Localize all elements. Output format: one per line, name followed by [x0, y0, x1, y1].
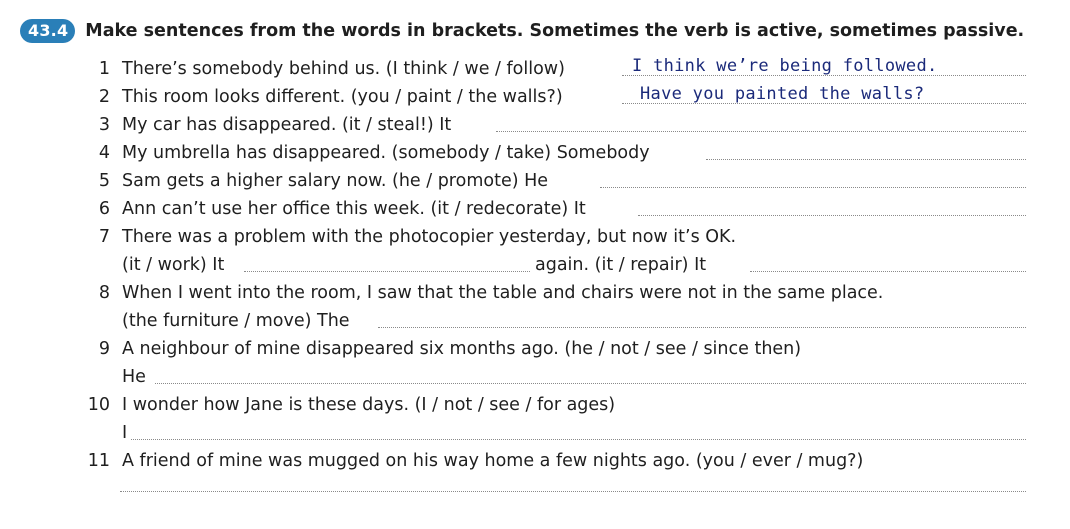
exercise-item-11 [0, 447, 1070, 475]
item-number: 3 [98, 115, 110, 135]
exercise-item-10 [0, 391, 1070, 419]
item-number: 11 [87, 451, 110, 471]
item-text: This room looks different. (you / paint / the walls?) [122, 87, 563, 107]
item-text-continued: (the furniture / move) The [122, 311, 350, 331]
item-text: Ann can’t use her office this week. (it / redecorate) It [122, 199, 586, 219]
exercise-item-10-continuation [0, 419, 1070, 447]
item-text: Sam gets a higher salary now. (he / promote) He [122, 171, 549, 191]
item-text: I wonder how Jane is these days. (I / not / see / for ages) [122, 395, 616, 415]
item-text: When I went into the room, I saw that the table and chairs were not in the same place. [122, 283, 884, 303]
item-text-continued: I [122, 423, 128, 443]
exercise-item-5 [0, 167, 1070, 195]
exercise-number-badge: 43.4 [20, 19, 75, 43]
exercise-item-4 [0, 139, 1070, 167]
item-text-continued: (it / work) It [122, 255, 225, 275]
item-text: A friend of mine was mugged on his way home a few nights ago. (you / ever / mug?) [122, 451, 864, 471]
item-text: There was a problem with the photocopier yesterday, but now it’s OK. [122, 227, 737, 247]
exercise-item-9-continuation [0, 363, 1070, 391]
item-number: 1 [98, 59, 110, 79]
answer-line[interactable] [244, 271, 530, 272]
answer-line[interactable] [496, 131, 1026, 132]
exercise-instruction: Make sentences from the words in brackets. Sometimes the verb is active, sometimes passive. [85, 21, 1025, 41]
item-text: There’s somebody behind us. (I think / we / follow) [122, 59, 565, 79]
exercise-item-7 [0, 223, 1070, 251]
answer-line[interactable] [120, 491, 1026, 492]
exercise-item-8 [0, 279, 1070, 307]
item-text-continued: again. (it / repair) It [535, 255, 707, 275]
exercise-item-3 [0, 111, 1070, 139]
exercise-item-7-continuation [0, 251, 1070, 279]
answer-line[interactable] [706, 159, 1026, 160]
handwritten-answer: I think we’re being followed. [632, 56, 938, 76]
item-text: A neighbour of mine disappeared six months ago. (he / not / see / since then) [122, 339, 802, 359]
exercise-item-8-continuation [0, 307, 1070, 335]
exercise-item-2 [0, 83, 1070, 111]
item-number: 5 [98, 171, 110, 191]
item-number: 9 [98, 339, 110, 359]
handwritten-answer: Have you painted the walls? [640, 84, 925, 104]
exercise-header [20, 19, 1024, 43]
item-number: 6 [98, 199, 110, 219]
item-text: My umbrella has disappeared. (somebody / take) Somebody [122, 143, 650, 163]
exercise-item-9 [0, 335, 1070, 363]
answer-line[interactable] [378, 327, 1026, 328]
answer-line[interactable] [155, 383, 1026, 384]
item-number: 4 [98, 143, 110, 163]
exercise-item-1 [0, 55, 1070, 83]
item-text-continued: He [122, 367, 146, 387]
item-number: 10 [87, 395, 110, 415]
item-number: 2 [98, 87, 110, 107]
item-number: 7 [98, 227, 110, 247]
exercise-item-11-continuation [0, 475, 1070, 503]
item-text: My car has disappeared. (it / steal!) It [122, 115, 452, 135]
answer-line[interactable] [600, 187, 1026, 188]
answer-line[interactable] [638, 215, 1026, 216]
answer-line[interactable] [750, 271, 1026, 272]
item-number: 8 [98, 283, 110, 303]
answer-line[interactable] [131, 439, 1026, 440]
exercise-item-6 [0, 195, 1070, 223]
